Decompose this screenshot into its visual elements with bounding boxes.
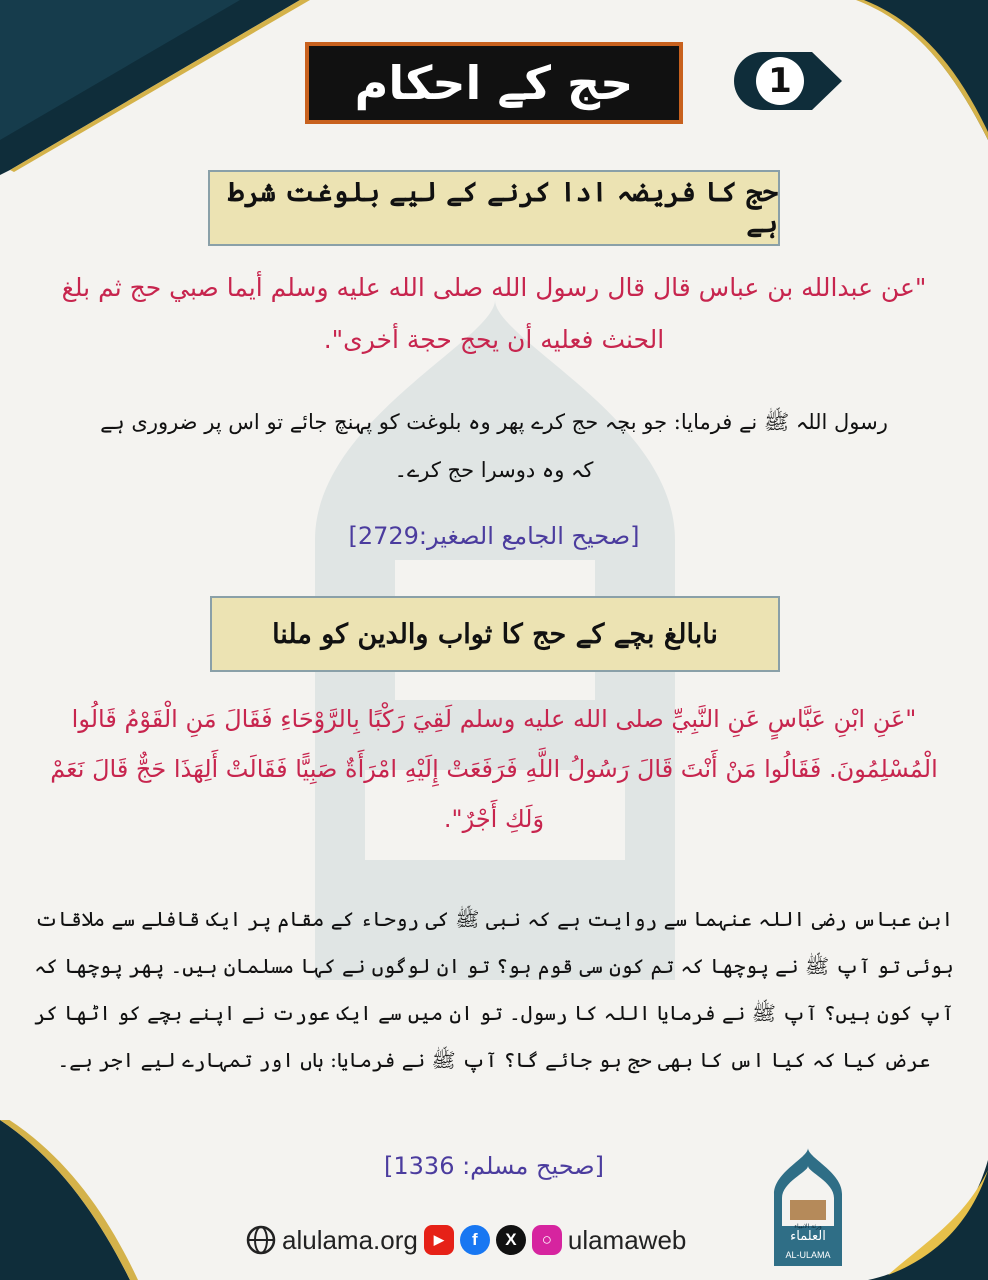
section-heading-2: نابالغ بچے کے حج کا ثواب والدین کو ملنا: [210, 596, 780, 672]
section-number: 1: [768, 61, 792, 101]
instagram-icon[interactable]: ○: [532, 1225, 562, 1255]
al-ulama-logo: [768, 1148, 848, 1266]
hadith-urdu-translation-1: رسول اللہ ﷺ نے فرمایا: جو بچہ حج کرے پھر وہ بلوغت کو پہنچ جائے تو اس پر ضروری ہے کہ وہ دوسرا حج کرے۔: [100, 410, 888, 482]
globe-icon: [246, 1225, 276, 1255]
x-twitter-icon[interactable]: X: [496, 1225, 526, 1255]
corner-decoration-bottom-left: [0, 1120, 140, 1280]
social-handle[interactable]: ulamaweb: [567, 1224, 687, 1255]
hadith-reference-1: [صحيح الجامع الصغير:2729]: [348, 522, 640, 550]
hadith-urdu-translation-2: ابن عباس رضی اللہ عنہما سے روایت ہے کہ نبی ﷺ کی روحاء کے مقام پر ایک قافلے سے ملاقات ہوئی تو آپ ﷺ نے پوچھا کہ تم کون سی قوم ہو؟ تو ان لوگوں نے کہا مسلمان ہیں۔ پھر پوچھا کہ آپ کون ہیں؟ آپ ﷺ نے فرمایا اللہ کا رسول۔ تو ان میں سے ایک عورت نے اپنے بچے کو اٹھا کر عرض کیا کہ کیا اس کا بھی حج ہو جائے گا؟ آپ ﷺ نے فرمایا: ہاں اور تمہارے لیے اجر ہے۔: [34, 907, 954, 1072]
logo-caption: AL-ULAMA: [785, 1250, 831, 1260]
page-title-box: [305, 42, 683, 124]
youtube-icon[interactable]: ▶: [424, 1225, 454, 1255]
website-link[interactable]: alulama.org: [282, 1224, 418, 1255]
facebook-icon[interactable]: f: [460, 1225, 490, 1255]
page-curl-corner: [868, 1160, 988, 1280]
footer-links: [246, 1218, 746, 1262]
hadith-arabic-2: "عَنِ ابْنِ عَبَّاسٍ عَنِ النَّبِيِّ صلى الله عليه وسلم لَقِيَ رَكْبًا بِالرَّوْحَاءِ فَقَالَ مَنِ الْقَوْمُ قَالُوا الْمُسْلِمُونَ. فَقَالُوا مَنْ أَنْتَ قَالَ رَسُولُ اللَّهِ فَرَفَعَتْ إِلَيْهِ امْرَأَةٌ صَبِيًّا فَقَالَتْ أَلِهَذَا حَجٌّ قَالَ نَعَمْ وَلَكِ أَجْرٌ".: [50, 705, 938, 833]
corner-decoration-top-left: [0, 0, 330, 175]
logo-tagline: ورثة الانبياء: [794, 1223, 822, 1230]
hadith-arabic-1: "عن عبدالله بن عباس قال قال رسول الله صلى الله عليه وسلم أيما صبي حج ثم بلغ الحنث فعليه أن يحج حجة أخرى".: [61, 273, 927, 354]
corner-decoration-top-right: [828, 0, 988, 140]
page-title: حج کے احکام: [354, 56, 634, 110]
section-heading-1: حج کا فریضہ ادا کرنے کے لیے بلوغت شرط ہے: [208, 170, 780, 246]
logo-arabic-text: العلماء: [790, 1229, 826, 1244]
hadith-reference-2: [صحيح مسلم: 1336]: [384, 1152, 604, 1180]
